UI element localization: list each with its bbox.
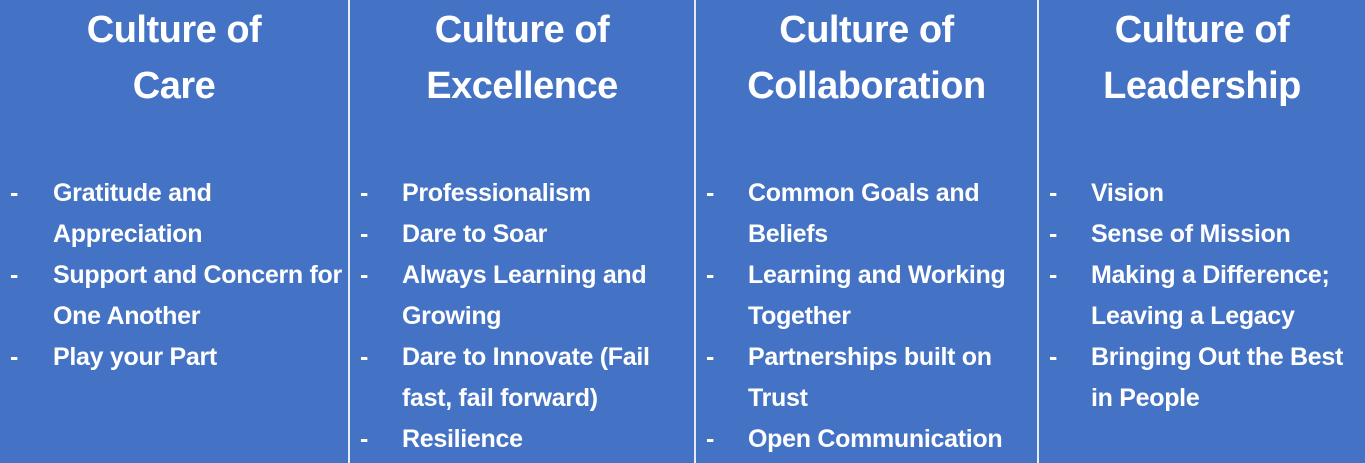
title-line-1: Culture of bbox=[434, 9, 610, 51]
item-text: Learning and Working Together bbox=[748, 261, 1006, 330]
list-item bbox=[350, 255, 694, 337]
column-culture-of-care bbox=[0, 0, 350, 463]
list-item bbox=[1039, 337, 1365, 419]
column-culture-of-collaboration bbox=[696, 0, 1039, 463]
bullet-dash: - bbox=[706, 179, 715, 207]
item-text: Making a Difference; Leaving a Legacy bbox=[1091, 261, 1330, 330]
list-item bbox=[350, 214, 694, 255]
item-text: Sense of Mission bbox=[1091, 220, 1291, 248]
bullet-dash: - bbox=[1049, 220, 1058, 248]
value-list bbox=[1039, 173, 1365, 419]
title-line-2: Excellence bbox=[426, 65, 618, 107]
column-title bbox=[350, 0, 694, 127]
bullet-dash: - bbox=[706, 425, 715, 453]
title-line-1: Culture of bbox=[779, 9, 954, 51]
item-text: Bringing Out the Best in People bbox=[1091, 343, 1344, 412]
bullet-dash: - bbox=[1049, 179, 1058, 207]
column-title bbox=[1039, 0, 1365, 127]
bullet-dash: - bbox=[360, 220, 369, 248]
item-text: Professionalism bbox=[402, 179, 591, 207]
item-text: Always Learning and Growing bbox=[402, 261, 647, 330]
item-text: Play your Part bbox=[53, 343, 217, 371]
item-text: Support and Concern for One Another bbox=[53, 261, 342, 330]
list-item bbox=[1039, 214, 1365, 255]
item-text: Gratitude and Appreciation bbox=[53, 179, 212, 248]
item-text: Resilience bbox=[402, 425, 523, 453]
bullet-dash: - bbox=[360, 261, 369, 289]
list-item bbox=[696, 419, 1037, 460]
item-text: Dare to Innovate (Fail fast, fail forward) bbox=[402, 343, 650, 412]
title-line-1: Culture of bbox=[1114, 9, 1290, 51]
bullet-dash: - bbox=[10, 343, 19, 371]
title-line-2: Leadership bbox=[1103, 65, 1301, 107]
list-item bbox=[1039, 255, 1365, 337]
column-culture-of-leadership bbox=[1039, 0, 1365, 463]
bullet-dash: - bbox=[706, 343, 715, 371]
bullet-dash: - bbox=[360, 179, 369, 207]
value-list bbox=[0, 173, 348, 378]
value-list bbox=[350, 173, 694, 460]
bullet-dash: - bbox=[360, 425, 369, 453]
title-line-2: Collaboration bbox=[747, 65, 986, 107]
list-item bbox=[696, 173, 1037, 255]
list-item bbox=[350, 337, 694, 419]
bullet-dash: - bbox=[360, 343, 369, 371]
list-item bbox=[696, 337, 1037, 419]
list-item bbox=[0, 255, 348, 337]
bullet-dash: - bbox=[706, 261, 715, 289]
list-item bbox=[0, 173, 348, 255]
column-title bbox=[696, 0, 1037, 127]
bullet-dash: - bbox=[10, 261, 19, 289]
list-item bbox=[696, 255, 1037, 337]
list-item bbox=[350, 419, 694, 460]
bullet-dash: - bbox=[1049, 261, 1058, 289]
title-line-1: Culture of bbox=[86, 9, 262, 51]
item-text: Vision bbox=[1091, 179, 1164, 207]
list-item bbox=[350, 173, 694, 214]
list-item bbox=[0, 337, 348, 378]
item-text: Open Communication bbox=[748, 425, 1003, 453]
bullet-dash: - bbox=[10, 179, 19, 207]
item-text: Dare to Soar bbox=[402, 220, 548, 248]
title-line-2: Care bbox=[132, 65, 216, 107]
column-title bbox=[0, 0, 348, 127]
bullet-dash: - bbox=[1049, 343, 1058, 371]
item-text: Partnerships built on Trust bbox=[748, 343, 992, 412]
list-item bbox=[1039, 173, 1365, 214]
column-culture-of-excellence bbox=[350, 0, 696, 463]
item-text: Common Goals and Beliefs bbox=[748, 179, 980, 248]
value-list bbox=[696, 173, 1037, 460]
